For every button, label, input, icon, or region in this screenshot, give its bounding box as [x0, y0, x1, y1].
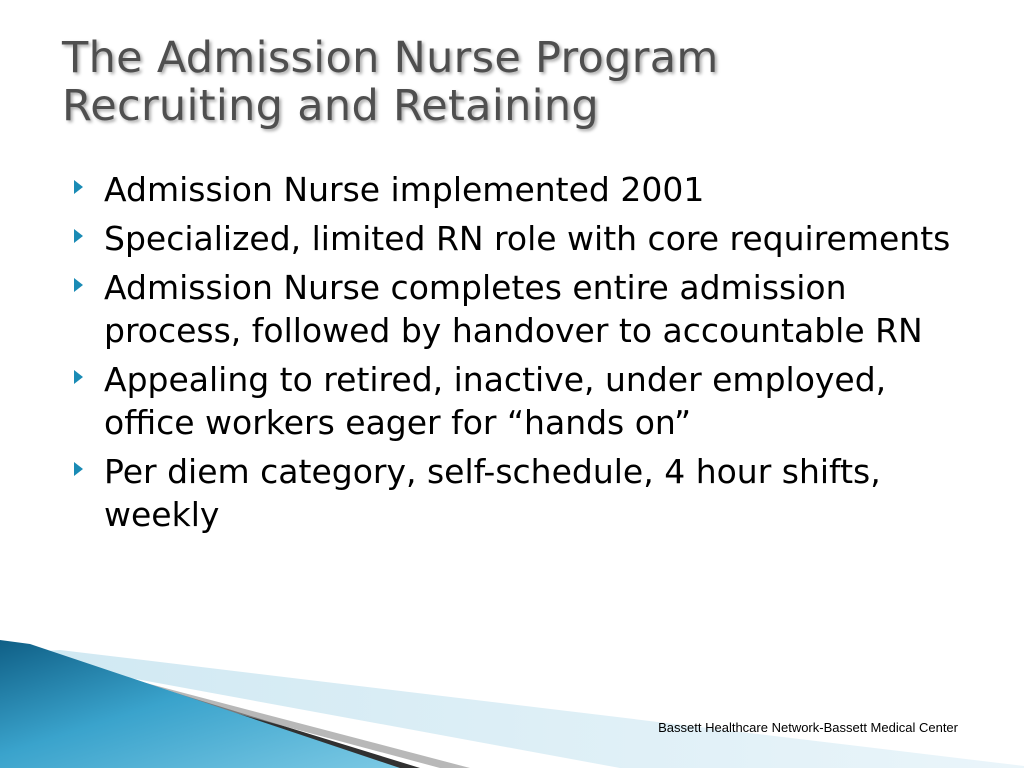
- triangle-bullet-icon: [74, 278, 83, 292]
- bullet-text: Admission Nurse implemented 2001: [104, 170, 705, 209]
- bullet-item: [70, 168, 970, 211]
- triangle-bullet-icon: [74, 229, 83, 243]
- slide-title-line-2: Recruiting and Retaining: [62, 81, 600, 131]
- triangle-bullet-icon: [74, 370, 83, 384]
- bullet-item: [70, 450, 970, 536]
- bullet-text: Admission Nurse completes entire admission process, followed by handover to accountable RN: [104, 268, 923, 350]
- triangle-bullet-icon: [74, 180, 83, 194]
- bullet-item: [70, 217, 970, 260]
- bullet-text: Per diem category, self-schedule, 4 hour shifts, weekly: [104, 452, 881, 534]
- slide-title: [62, 34, 982, 130]
- bullet-text: Specialized, limited RN role with core requirements: [104, 219, 951, 258]
- bullet-list: [70, 168, 970, 542]
- bullet-item: [70, 266, 970, 352]
- slide-title-line-1: The Admission Nurse Program: [62, 33, 719, 83]
- triangle-bullet-icon: [74, 462, 83, 476]
- bullet-text: Appealing to retired, inactive, under employed, office workers eager for “hands on”: [104, 360, 887, 442]
- footer-text: Bassett Healthcare Network-Bassett Medical Center: [658, 720, 958, 735]
- decorative-wave-graphic: [0, 640, 1024, 768]
- bullet-item: [70, 358, 970, 444]
